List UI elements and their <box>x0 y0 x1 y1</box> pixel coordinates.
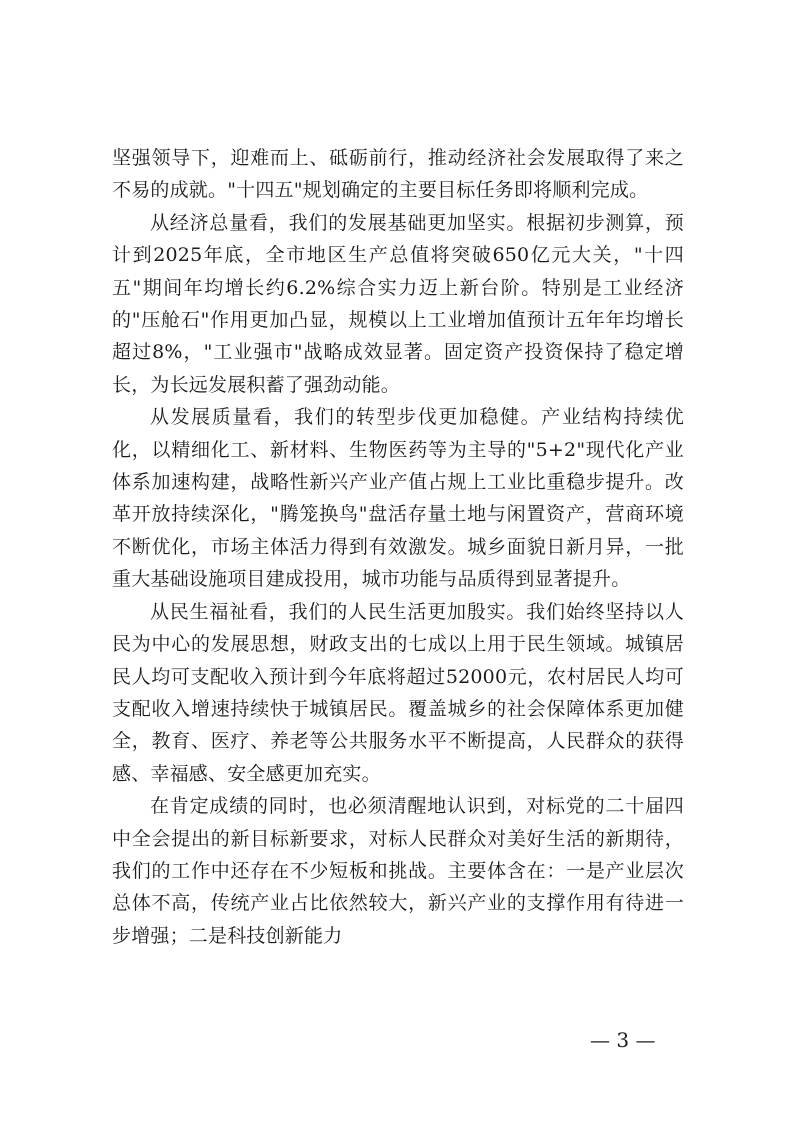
paragraph-livelihood: 从民生福祉看，我们的人民生活更加殷实。我们始终坚持以人民为中心的发展思想，财政支出的七成以上用于民生领域。城镇居民人均可支配收入预计到今年底将超过52000元，农村居民人均可支配收入增速持续快于城镇居民。覆盖城乡的社会保障体系更加健全，教育、医疗、养老等公共服务水平不断提高，人民群众的获得感、幸福感、安全感更加充实。 <box>112 600 684 785</box>
paragraph-continuation: 坚强领导下，迎难而上、砥砺前行，推动经济社会发展取得了来之不易的成就。"十四五"规划确定的主要目标任务即将顺利完成。 <box>112 147 684 202</box>
paragraph-economic-scale: 从经济总量看，我们的发展基础更加坚实。根据初步测算，预计到2025年底，全市地区生产总值将突破650亿元大关，"十四五"期间年均增长约6.2%综合实力迈上新台阶。特别是工业经济的"压舱石"作用更加凸显，规模以上工业增加值预计五年年均增长超过8%，"工业强市"战略成效显著。固定资产投资保持了稳定增长，为长远发展积蓄了强劲动能。 <box>112 211 684 396</box>
paragraph-challenges: 在肯定成绩的同时，也必须清醒地认识到，对标党的二十届四中全会提出的新目标新要求，对标人民群众对美好生活的新期待，我们的工作中还存在不少短板和挑战。主要体含在：一是产业层次总体不高，传统产业占比依然较大，新兴产业的支撑作用有待进一步增强；二是科技创新能力 <box>112 795 684 947</box>
page-number: — 3 — <box>590 1028 656 1052</box>
body-text <box>112 142 684 952</box>
paragraph-development-quality: 从发展质量看，我们的转型步伐更加稳健。产业结构持续优化，以精细化工、新材料、生物医药等为主导的"5+2"现代化产业体系加速构建，战略性新兴产业产值占规上工业比重稳步提升。改革开放持续深化，"腾笼换鸟"盘活存量土地与闲置资产，营商环境不断优化，市场主体活力得到有效激发。城乡面貌日新月异，一批重大基础设施项目建成投用，城市功能与品质得到显著提升。 <box>112 406 684 591</box>
